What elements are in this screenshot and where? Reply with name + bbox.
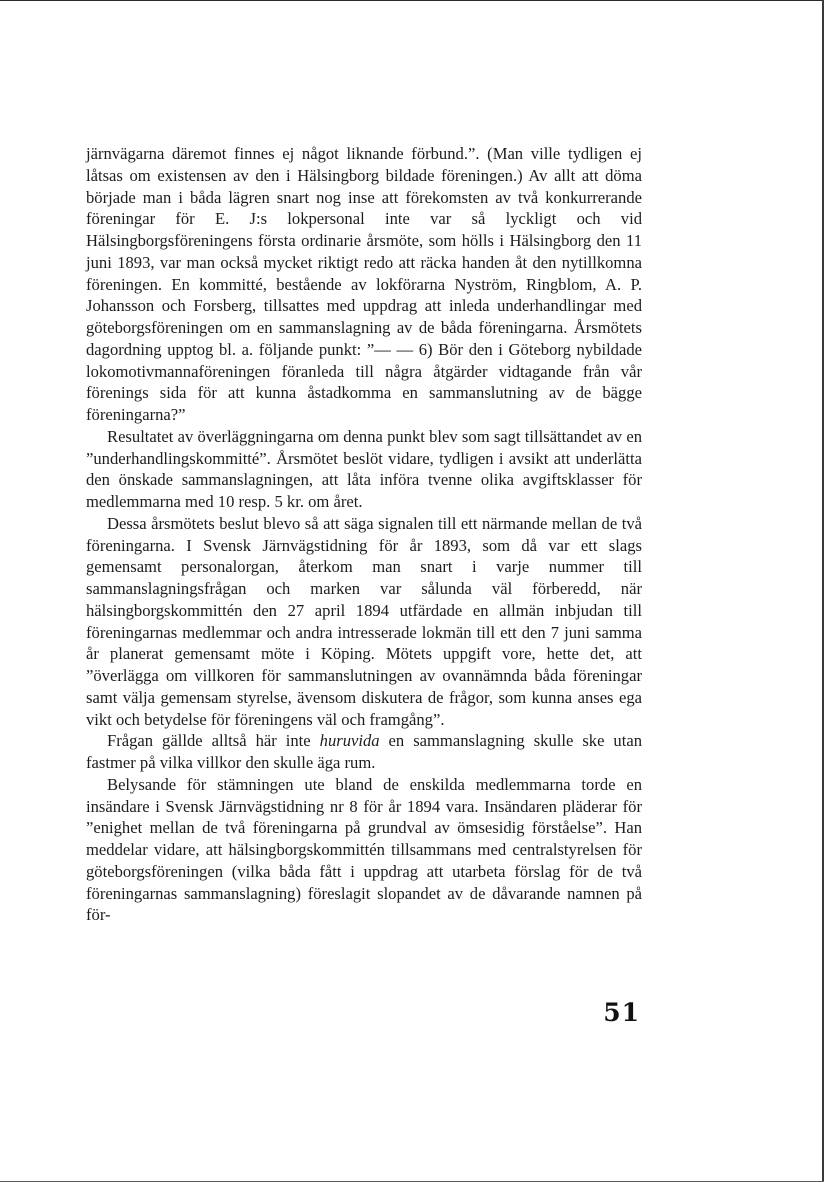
page-number: 51 [603, 998, 640, 1027]
paragraph-3: Dessa årsmötets beslut blevo så att säga signalen till ett närmande mellan de två föreningarna. I Svensk Järnvägstidning för år 1893, som då var ett slags gemensamt personalorgan, återkom man snart i varje nummer till sammanslagningsfrågan och marken var sålunda väl förberedd, när hälsingborgskommittén den 27 april 1894 utfärdade en allmän inbjudan till föreningarnas medlemmar och andra intresserade lokmän till ett den 7 juni samma år planerat gemensamt möte i Köping. Mötets uppgift vore, hette det, att ”överlägga om villkoren för sammanslutningen av ovannämnda båda föreningar samt välja gemensam styrelse, ävensom diskutera de frågor, som kunna anses ega vikt och betydelse för föreningens väl och framgång”. [86, 513, 642, 729]
paragraph-5: Belysande för stämningen ute bland de enskilda medlemmarna torde en insändare i Svensk Järnvägstidning nr 8 för år 1894 vara. Insändaren pläderar för ”enighet mellan de två föreningarna på grundval av ömsesidig förståelse”. Han meddelar vidare, att hälsingborgskommittén tillsammans med centralstyrelsen för göteborgsföreningen (vilka båda fått i uppdrag att utarbeta förslag för de två föreningarnas sammanslagning) föreslagit slopandet av de dåvarande namnen på för- [86, 774, 642, 925]
body-text [86, 143, 642, 926]
paragraph-4-end: en sammanslagning skulle ske utan fastmer på vilka villkor den skulle äga rum. [86, 731, 642, 772]
paragraph-1: järnvägarna däremot finnes ej något liknande förbund.”. (Man ville tydligen ej låtsas om existensen av den i Hälsingborg bildade föreningen.) Av allt att döma började man i båda lägren snart nog inse att förekomsten av två konkurrerande föreningar för E. J:s lokpersonal inte var så lyckligt och vid Hälsingborgsföreningens första ordinarie årsmöte, som hölls i Hälsingborg den 11 juni 1893, var man också mycket riktigt redo att räcka handen åt den nytillkomna föreningen. En kommitté, bestående av lokförarna Nyström, Ringblom, A. P. Johansson och Forsberg, tillsattes med uppdrag att inleda underhandlingar med göteborgsföreningen om en sammanslagning av de båda föreningarna. Årsmötets dagordning upptog bl. a. följande punkt: ”— — 6) Bör den i Göteborg nybildade lokomotivmannaföreningen föranleda till några åtgärder vidtagande från vår förenings sida för att kunna åstadkomma en sammanslutning av de bägge föreningarna?” [86, 144, 642, 424]
page-border-top [0, 0, 824, 1]
paragraph-4-start: Frågan gällde alltså här inte [107, 731, 320, 751]
emphasis-huruvida: huruvida [319, 731, 380, 751]
paragraph-4 [86, 730, 642, 774]
paragraph-2: Resultatet av överläggningarna om denna punkt blev som sagt tillsättandet av en ”underhandlingskommitté”. Årsmötet beslöt vidare, tydligen i avsikt att underlätta den önskade sammanslagningen, att låta införa tvenne olika avgiftsklasser för medlemmarna med 10 resp. 5 kr. om året. [86, 426, 642, 511]
